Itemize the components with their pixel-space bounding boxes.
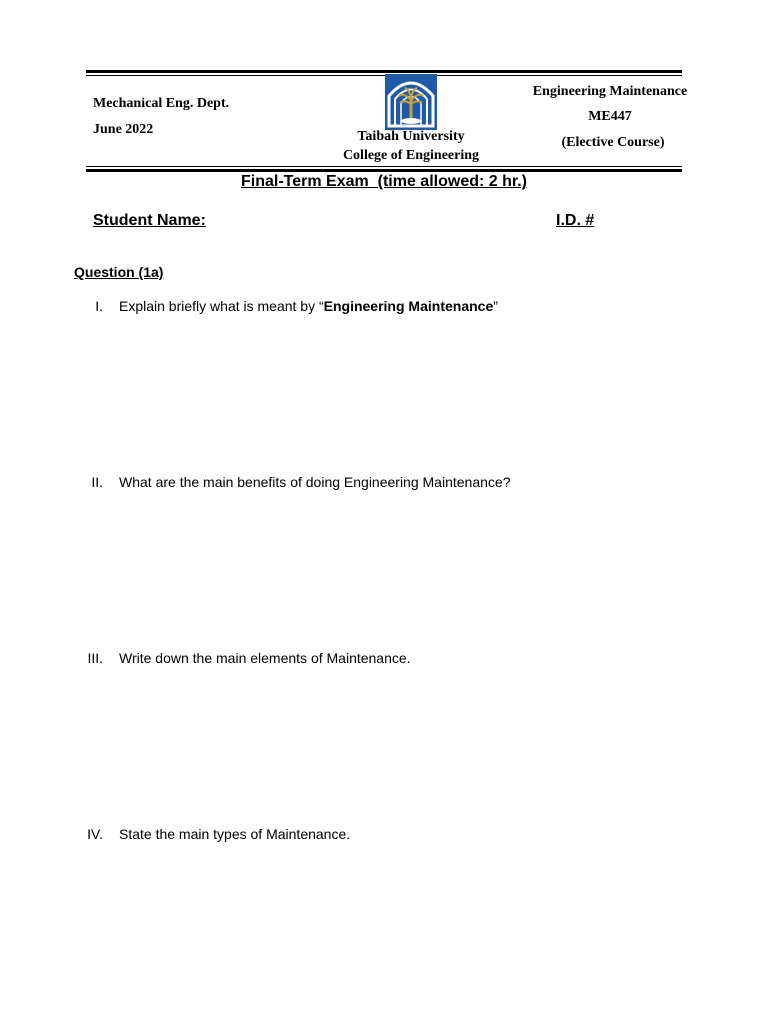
university-name: Taibah University (357, 129, 465, 144)
exam-title: Final-Term Exam (time allowed: 2 hr.) (241, 173, 527, 190)
question-number: IV. (87, 826, 103, 842)
question-number: I. (95, 298, 103, 314)
question-text: What are the main benefits of doing Engineering Maintenance? (119, 474, 511, 490)
question-number: II. (91, 474, 103, 490)
question-text: State the main types of Maintenance. (119, 826, 351, 842)
question-text (119, 298, 498, 314)
header-top-rule-thick (86, 70, 682, 73)
college-name: College of Engineering (342, 148, 480, 163)
course-type: (Elective Course) (561, 135, 665, 150)
student-id-label: I.D. # (556, 212, 595, 229)
exam-date: June 2022 (93, 122, 154, 137)
question-text-part: ” (493, 298, 498, 314)
course-code: ME447 (588, 109, 632, 124)
question-heading: Question (1a) (74, 264, 164, 280)
department-label: Mechanical Eng. Dept. (93, 96, 230, 111)
student-name-label: Student Name: (93, 212, 206, 229)
question-text-emphasis: Engineering Maintenance (323, 298, 494, 314)
header-bottom-rule-thin (86, 166, 682, 167)
question-text-part: Explain briefly what is meant by “ (119, 298, 324, 314)
course-name: Engineering Maintenance (532, 84, 688, 99)
header-top-rule-thin (86, 75, 682, 76)
question-number: III. (87, 650, 103, 666)
question-text: Write down the main elements of Maintenance. (119, 650, 411, 666)
university-emblem-icon (385, 74, 437, 130)
header-bottom-rule-thick (86, 169, 682, 172)
